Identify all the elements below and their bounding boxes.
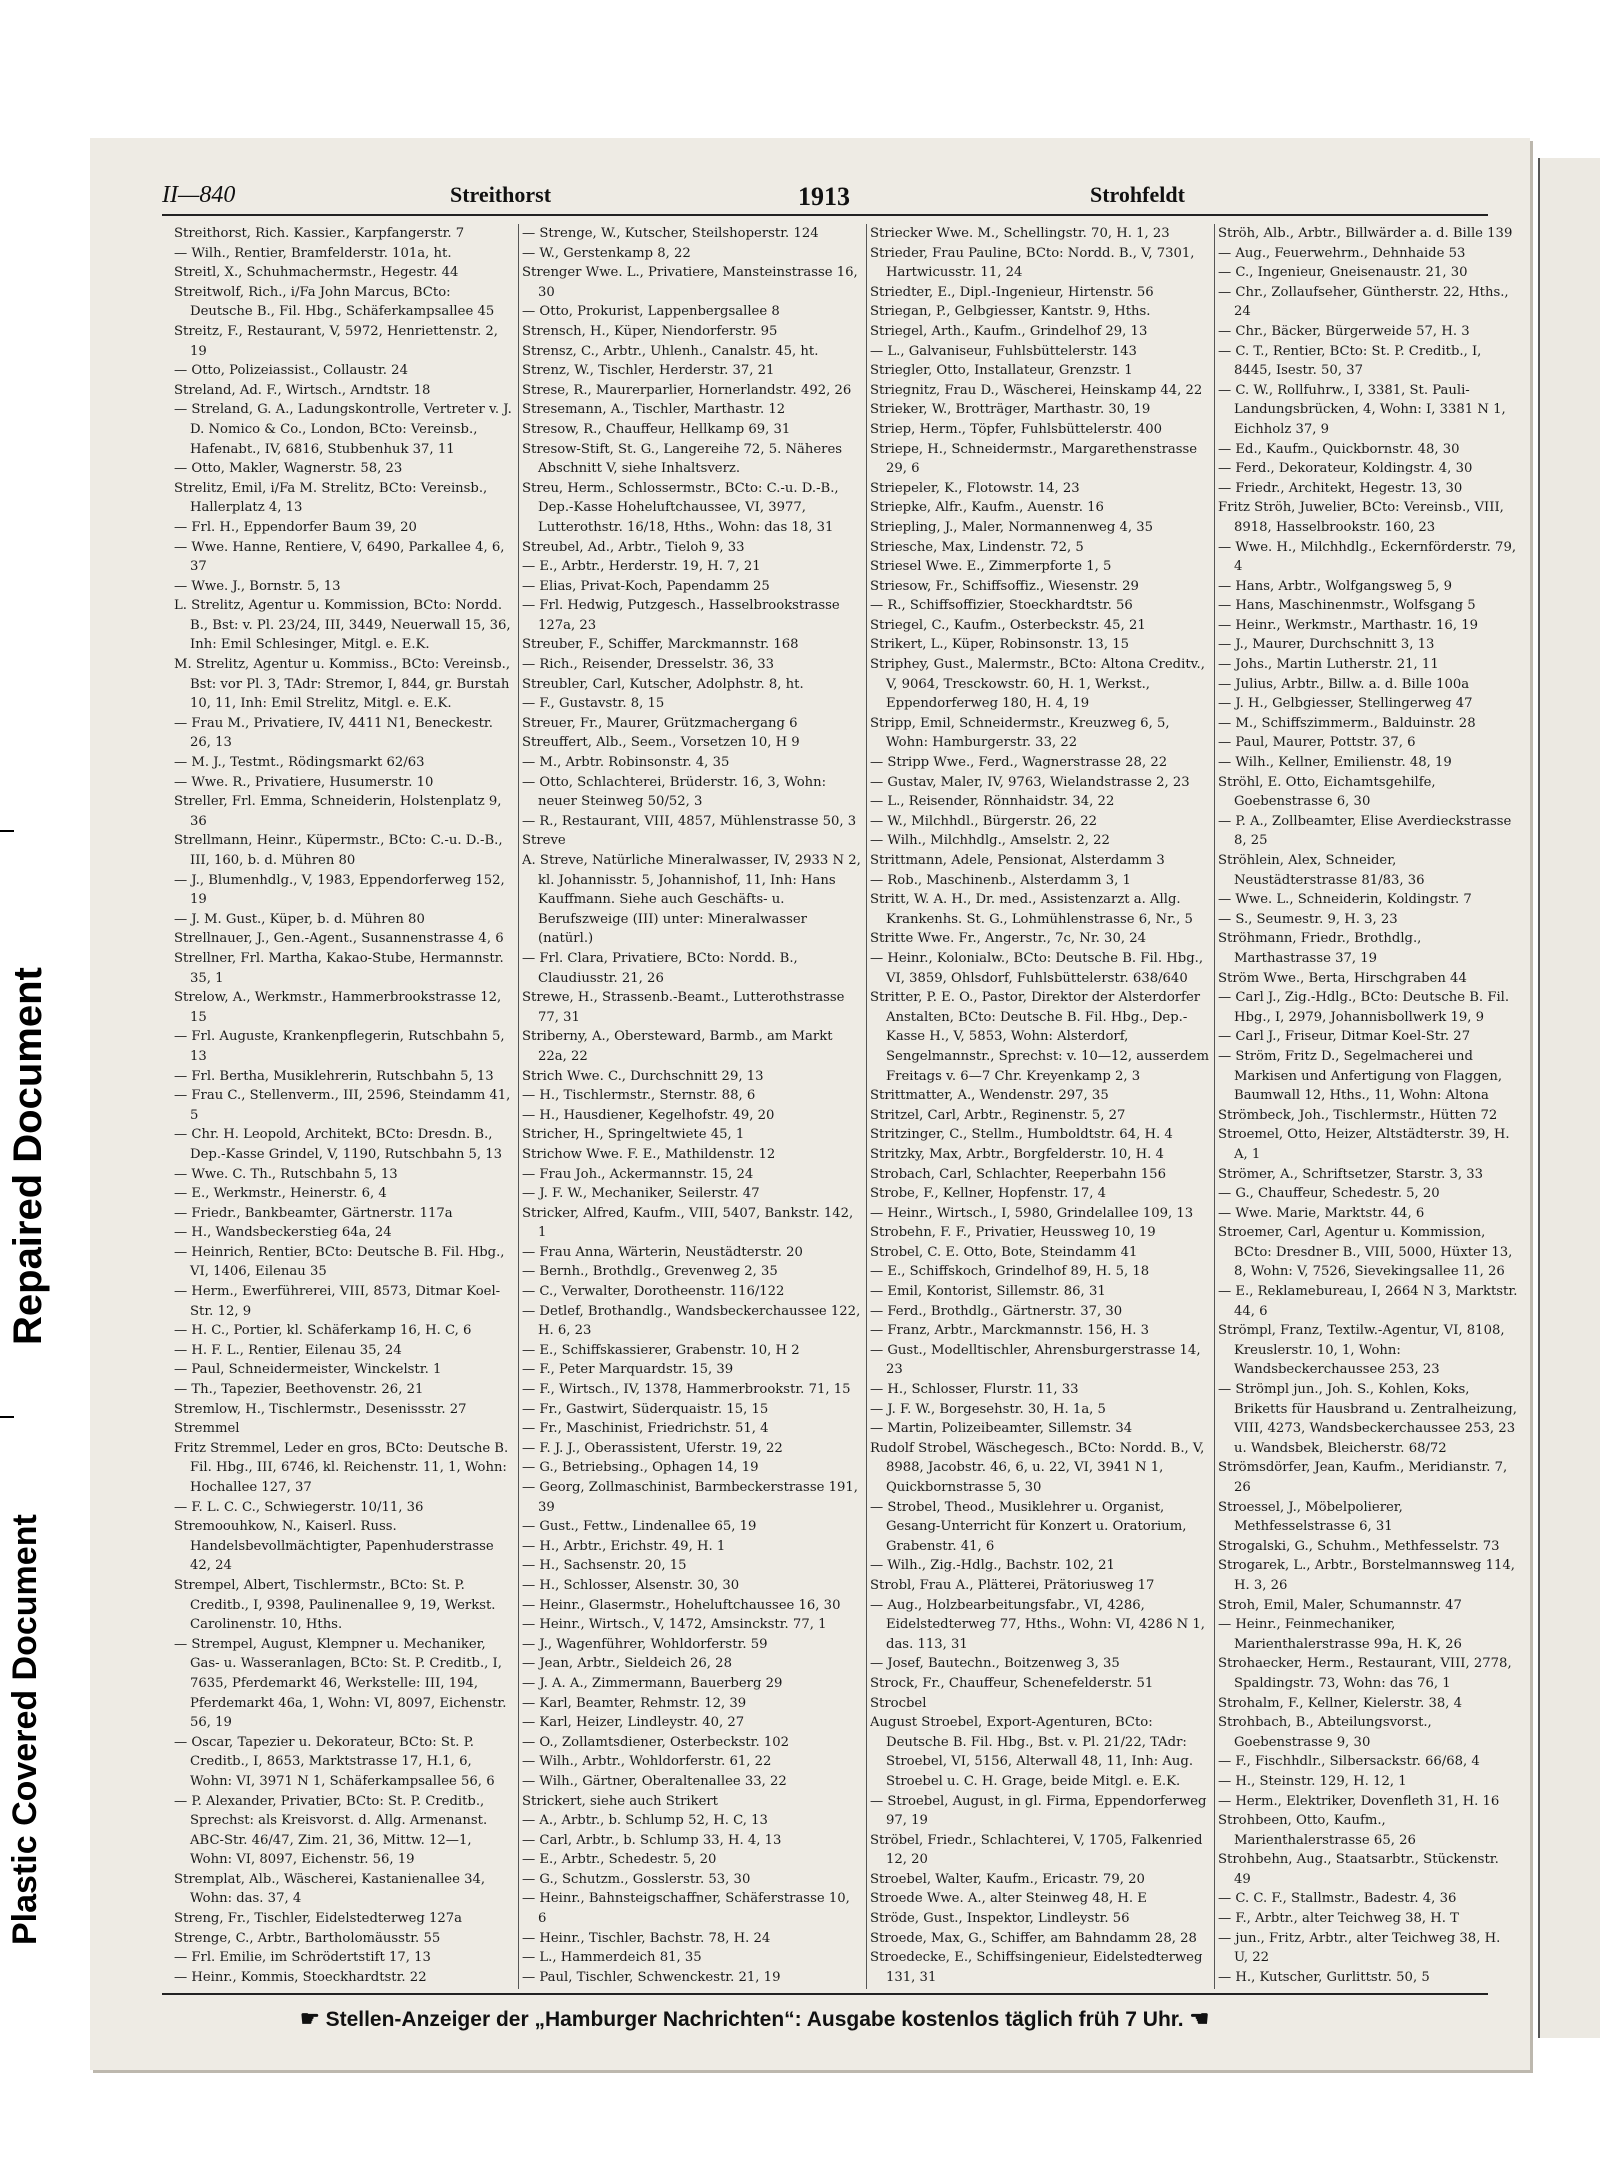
directory-entry: Stritzel, Carl, Arbtr., Reginenstr. 5, 27 bbox=[870, 1107, 1126, 1123]
directory-entry: — P. A., Zollbeamter, Elise Averdieckstrasse 8, 25 bbox=[1218, 813, 1512, 849]
directory-entry: — Friedr., Architekt, Hegestr. 13, 30 bbox=[1218, 480, 1463, 496]
directory-entry: — Carl, Arbtr., b. Schlump 33, H. 4, 13 bbox=[522, 1832, 782, 1848]
directory-entry: — Karl, Beamter, Rehmstr. 12, 39 bbox=[522, 1695, 747, 1711]
directory-entry: — Strömpl jun., Joh. S., Kohlen, Koks, Briketts für Hausbrand u. Zentralheizung, VIII, 4273, Wandsbeckerchaussee 253, 23 u. Wandsbek, Bleicherstr. 68/72 bbox=[1218, 1382, 1517, 1456]
directory-entry: Strenz, W., Tischler, Herderstr. 37, 21 bbox=[522, 363, 775, 379]
directory-entry: — Ström, Fritz D., Segelmacherei und Markisen und Anfertigung von Flaggen, Baumwall 12, Hths., 11, Wohn: Altona bbox=[1218, 1048, 1503, 1104]
directory-entry: — Gust., Modelltischler, Ahrensburgerstrasse 14, 23 bbox=[870, 1342, 1201, 1378]
directory-entry: — Franz, Arbtr., Marckmannstr. 156, H. 3 bbox=[870, 1323, 1150, 1339]
directory-entry: — J. A. A., Zimmermann, Bauerberg 29 bbox=[522, 1675, 783, 1691]
directory-entry: Ströhl, E. Otto, Eichamtsgehilfe, Goebenstrasse 6, 30 bbox=[1218, 774, 1436, 810]
directory-entry: — Ferd., Brothdlg., Gärtnerstr. 37, 30 bbox=[870, 1303, 1123, 1319]
directory-entry: — Strempel, August, Klempner u. Mechaniker, Gas- u. Wasseranlagen, BCto: St. P. Creditb., I, 7635, Pferdemarkt 46, Werkstelle: III, 194, Pferdemarkt 46a, 1, Wohn: VI, 8097, Eichenstr. 56, 19 bbox=[174, 1636, 507, 1731]
directory-entry: Fritz Ströh, Juwelier, BCto: Vereinsb., VIII, 8918, Hasselbrookstr. 160, 23 bbox=[1218, 500, 1504, 535]
directory-entry: — W., Gerstenkamp 8, 22 bbox=[522, 245, 691, 261]
directory-entry: Striep, Herm., Töpfer, Fuhlsbüttelerstr. 400 bbox=[870, 421, 1163, 437]
directory-entry: — Frau C., Stellenverm., III, 2596, Steindamm 41, 5 bbox=[174, 1088, 511, 1123]
directory-entry: — Wilh., Zig.-Hdlg., Bachstr. 102, 21 bbox=[870, 1558, 1115, 1574]
column-divider bbox=[1214, 224, 1215, 1989]
directory-entry: — Wilh., Arbtr., Wohldorferstr. 61, 22 bbox=[522, 1754, 772, 1770]
directory-entry: — Bernh., Brothdlg., Grevenweg 2, 35 bbox=[522, 1264, 778, 1280]
directory-entry: — Oscar, Tapezier u. Dekorateur, BCto: St. P. Creditb., I, 8653, Marktstrasse 17, H.1, 6, Wohn: VI, 3971 N 1, Schäferkampsallee 56, 6 bbox=[174, 1734, 495, 1789]
directory-entry: — H., Schlosser, Alsenstr. 30, 30 bbox=[522, 1577, 740, 1593]
directory-entry: — Paul, Tischler, Schwenckestr. 21, 19 bbox=[522, 1969, 781, 1985]
repaired-document-label: Repaired Document bbox=[6, 967, 50, 1345]
directory-entry: Striepeler, K., Flotowstr. 14, 23 bbox=[870, 480, 1080, 496]
directory-entry: Stroedecke, E., Schiffsingenieur, Eidelstedterweg 131, 31 bbox=[870, 1950, 1203, 1985]
directory-entry: — Stroebel, August, in gl. Firma, Eppendorferweg 97, 19 bbox=[870, 1793, 1207, 1829]
directory-entry: Fritz Stremmel, Leder en gros, BCto: Deutsche B. Fil. Hbg., III, 6746, kl. Reichenstr. 11, 1, Wohn: Hochallee 127, 37 bbox=[174, 1440, 509, 1495]
directory-entry: Strewe, H., Strassenb.-Beamt., Lutterothstrasse 77, 31 bbox=[522, 990, 845, 1025]
directory-entry: — Otto, Prokurist, Lappenbergsallee 8 bbox=[522, 304, 780, 320]
directory-entry: — C., Ingenieur, Gneisenaustr. 21, 30 bbox=[1218, 265, 1468, 281]
directory-entry: — Detlef, Brothandlg., Wandsbeckerchaussee 122, H. 6, 23 bbox=[522, 1303, 861, 1339]
directory-entry: Striberny, A., Obersteward, Barmb., am Markt 22a, 22 bbox=[522, 1029, 833, 1064]
directory-page bbox=[90, 138, 1530, 2070]
directory-entry: — C. C. F., Stallmstr., Badestr. 4, 36 bbox=[1218, 1891, 1457, 1907]
directory-entry: Streve bbox=[522, 833, 566, 849]
directory-entry: — Heinr., Wirtsch., V, 1472, Amsinckstr. 77, 1 bbox=[522, 1617, 827, 1633]
plastic-covered-document-label: Plastic Covered Document bbox=[6, 1514, 44, 1945]
directory-entry: — Paul, Maurer, Pottstr. 37, 6 bbox=[1218, 735, 1416, 751]
directory-entry: — L., Galvaniseur, Fuhlsbüttelerstr. 143 bbox=[870, 343, 1137, 359]
directory-entry: — Johs., Martin Lutherstr. 21, 11 bbox=[1218, 657, 1439, 673]
directory-entry: — J., Maurer, Durchschnitt 3, 13 bbox=[1218, 637, 1435, 653]
directory-entry: Streithorst, Rich. Kassier., Karpfangerstr. 7 bbox=[174, 226, 465, 241]
directory-entry: Strohaecker, Herm., Restaurant, VIII, 2778, Spaldingstr. 73, Wohn: das 76, 1 bbox=[1218, 1656, 1512, 1691]
directory-entry bbox=[870, 1987, 1210, 1989]
directory-entry: Stritzky, Max, Arbtr., Borgfelderstr. 10, H. 4 bbox=[870, 1146, 1164, 1162]
directory-entry: M. Strelitz, Agentur u. Kommiss., BCto: Vereinsb., Bst: vor Pl. 3, TAdr: Stremor, I, 844, gr. Burstah 10, 11, Inh: Emil Strelitz, Mitgl. e. E.K. bbox=[174, 657, 511, 712]
column-2 bbox=[522, 224, 862, 1989]
directory-entry: — F., Gustavstr. 8, 15 bbox=[522, 696, 665, 712]
directory-entry: — Otto, Makler, Wagnerstr. 58, 23 bbox=[174, 461, 403, 477]
directory-entry: — H., Arbtr., Erichstr. 49, H. 1 bbox=[522, 1538, 726, 1554]
directory-entry: — Frl. Auguste, Krankenpflegerin, Rutschbahn 5, 13 bbox=[174, 1029, 505, 1064]
directory-entry: Striesow, Fr., Schiffsoffiz., Wiesenstr. 29 bbox=[870, 578, 1139, 594]
directory-entry: Ströde, Gust., Inspektor, Lindleystr. 56 bbox=[870, 1911, 1130, 1927]
directory-entry: — Wwe. R., Privatiere, Husumerstr. 10 bbox=[174, 774, 434, 790]
directory-entry: — Aug., Feuerwehrm., Dehnhaide 53 bbox=[1218, 245, 1466, 261]
directory-entry: — Heinr., Wirtsch., I, 5980, Grindelallee 109, 13 bbox=[870, 1205, 1194, 1221]
column-3 bbox=[870, 224, 1210, 1989]
column-1 bbox=[174, 224, 514, 1989]
directory-entry: Strömsdörfer, Jean, Kaufm., Meridianstr. 7, 26 bbox=[1218, 1460, 1508, 1495]
directory-entry: Stremoouhkow, N., Kaiserl. Russ. Handelsbevollmächtigter, Papenhuderstrasse 42, 24 bbox=[174, 1519, 494, 1574]
directory-entry: — Ed., Kaufm., Quickbornstr. 48, 30 bbox=[1218, 441, 1460, 457]
directory-entry: — F., Peter Marquardstr. 15, 39 bbox=[522, 1362, 734, 1378]
directory-entry: — C. T., Rentier, BCto: St. P. Creditb., I, 8445, Isestr. 50, 37 bbox=[1218, 343, 1482, 379]
directory-entry: — J., Wagenführer, Wohldorferstr. 59 bbox=[522, 1636, 768, 1652]
directory-entry: — J. F. W., Borgesehstr. 30, H. 1a, 5 bbox=[870, 1401, 1106, 1417]
directory-entry: — F., Fischhdlr., Silbersackstr. 66/68, 4 bbox=[1218, 1754, 1480, 1770]
directory-entry: — H., Schlosser, Flurstr. 11, 33 bbox=[870, 1382, 1079, 1398]
directory-entry: — Herm., Ewerführerei, VIII, 8573, Ditmar Koel-Str. 12, 9 bbox=[174, 1284, 501, 1319]
page-number: II—840 bbox=[162, 182, 236, 208]
directory-entry: — Frl. Emilie, im Schrödertstift 17, 13 bbox=[174, 1950, 431, 1966]
directory-entry: — E., Arbtr., Herderstr. 19, H. 7, 21 bbox=[522, 559, 761, 575]
directory-entry: Strogarek, L., Arbtr., Borstelmannsweg 114, H. 3, 26 bbox=[1218, 1558, 1515, 1593]
directory-entry: Strese, R., Maurerparlier, Hornerlandstr. 492, 26 bbox=[522, 382, 852, 398]
directory-entry: — Heinrich, Rentier, BCto: Deutsche B. Fil. Hbg., VI, 1406, Eilenau 35 bbox=[174, 1244, 505, 1280]
column-divider bbox=[866, 224, 867, 1989]
directory-entry: Streng, Fr., Tischler, Eidelstedterweg 127a bbox=[174, 1911, 463, 1927]
directory-entry: Strensz, C., Arbtr., Uhlenh., Canalstr. 45, ht. bbox=[522, 343, 819, 359]
directory-entry: — E., Reklamebureau, I, 2664 N 3, Marktstr. 44, 6 bbox=[1218, 1284, 1518, 1319]
directory-entry: Stremlow, H., Tischlermstr., Desenissstr. 27 bbox=[174, 1401, 467, 1417]
header-last-entry: Strohfeldt bbox=[1090, 182, 1185, 207]
directory-entry: — F. J. J., Oberassistent, Uferstr. 19, 22 bbox=[522, 1440, 783, 1456]
directory-entry: — Paul, Schneidermeister, Winckelstr. 1 bbox=[174, 1362, 442, 1378]
directory-entry: — Strenge, W., Kutscher, Steilshoperstr. 124 bbox=[522, 226, 819, 241]
directory-entry: Strellnauer, J., Gen.-Agent., Susannenstrasse 4, 6 bbox=[174, 931, 504, 947]
directory-entry: — H., Tischlermstr., Sternstr. 88, 6 bbox=[522, 1088, 756, 1104]
directory-entry: — H., Sachsenstr. 20, 15 bbox=[522, 1558, 687, 1574]
directory-entry: — Frl. Hedwig, Putzgesch., Hasselbrookstrasse 127a, 23 bbox=[522, 598, 840, 633]
directory-entry: Strobach, Carl, Schlachter, Reeperbahn 156 bbox=[870, 1166, 1166, 1182]
directory-entry: Stresow, R., Chauffeur, Hellkamp 69, 31 bbox=[522, 421, 791, 437]
directory-entry: — Stripp Wwe., Ferd., Wagnerstrasse 28, 22 bbox=[870, 755, 1168, 771]
directory-entry: — C., Verwalter, Dorotheenstr. 116/122 bbox=[522, 1284, 785, 1300]
directory-entry: — J., Blumenhdlg., V, 1983, Eppendorferweg 152, 19 bbox=[174, 872, 505, 908]
directory-entry: Strobehn, F. F., Privatier, Heussweg 10, 19 bbox=[870, 1225, 1156, 1241]
directory-entry: — H. C., Portier, kl. Schäferkamp 16, H. C, 6 bbox=[174, 1323, 472, 1339]
directory-entry: — Fr., Gastwirt, Süderquaistr. 15, 15 bbox=[522, 1401, 769, 1417]
directory-entry: — H., Wandsbeckerstieg 64a, 24 bbox=[174, 1225, 392, 1241]
directory-entry: — Georg, Zollmaschinist, Barmbeckerstrasse 191, 39 bbox=[522, 1480, 858, 1515]
column-4 bbox=[1218, 224, 1518, 1989]
directory-entry: — Strobel, Theod., Musiklehrer u. Organist, Gesang-Unterricht für Konzert u. Oratorium, Grabenstr. 41, 6 bbox=[870, 1499, 1187, 1554]
directory-entry: Stroede Wwe. A., alter Steinweg 48, H. E bbox=[870, 1891, 1147, 1907]
directory-entry: — E., Schiffskoch, Grindelhof 89, H. 5, 18 bbox=[870, 1264, 1150, 1280]
directory-entry: — Wwe. L., Schneiderin, Koldingstr. 7 bbox=[1218, 892, 1472, 908]
directory-entry: — C. W., Rollfuhrw., I, 3381, St. Pauli-Landungsbrücken, 4, Wohn: I, 3381 N 1, Eichholz 37, 9 bbox=[1218, 382, 1506, 437]
directory-entry: — Frl. Clara, Privatiere, BCto: Nordd. B., Claudiusstr. 21, 26 bbox=[522, 950, 798, 986]
directory-entry: Striedter, E., Dipl.-Ingenieur, Hirtenstr. 56 bbox=[870, 284, 1154, 300]
directory-entry: Strobl, Frau A., Plätterei, Prätoriusweg 17 bbox=[870, 1577, 1155, 1593]
directory-entry: — Frau M., Privatiere, IV, 4411 N1, Beneckestr. 26, 13 bbox=[174, 715, 493, 751]
directory-entry: — O., Zollamtsdiener, Osterbeckstr. 102 bbox=[522, 1734, 790, 1750]
directory-entry: Strempel, Albert, Tischlermstr., BCto: St. P. Creditb., I, 9398, Paulinenallee 9, 19, Werkst. Carolinenstr. 10, Hths. bbox=[174, 1577, 496, 1633]
header-year: 1913 bbox=[798, 182, 850, 211]
directory-entry: Ströbel, Friedr., Schlachterei, V, 1705, Falkenried 12, 20 bbox=[870, 1832, 1203, 1868]
directory-entry: Rudolf Strobel, Wäschegesch., BCto: Nordd. B., V, 8988, Jacobstr. 46, 6, u. 22, VI, 3941 N 1, Quickbornstrasse 5, 30 bbox=[870, 1440, 1205, 1495]
directory-entry: — F. L. C. C., Schwiegerstr. 10/11, 36 bbox=[174, 1499, 424, 1515]
directory-entry: Streuer, Fr., Maurer, Grützmachergang 6 bbox=[522, 715, 798, 731]
header-rule bbox=[162, 214, 1488, 216]
directory-entry: — Wwe. C. Th., Rutschbahn 5, 13 bbox=[174, 1166, 398, 1182]
directory-entry: Ström Wwe., Berta, Hirschgraben 44 bbox=[1218, 970, 1467, 986]
margin-dash bbox=[0, 1416, 14, 1418]
directory-entry: — H., Kutscher, Gurlittstr. 50, 5 bbox=[1218, 1969, 1430, 1985]
footer-text: Stellen-Anzeiger der „Hamburger Nachrichten“: Ausgabe kostenlos täglich früh 7 Uhr. bbox=[325, 2008, 1184, 2031]
directory-entry: — Emil, Kontorist, Sillemstr. 86, 31 bbox=[870, 1284, 1106, 1300]
directory-entry: — P. Alexander, Privatier, BCto: St. P. Creditb., Sprechst: als Kreisvorst. d. Allg. Armenanst. ABC-Str. 46/47, Zim. 21, 36, Mittw. 12—1, Wohn: VI, 8097, Eichenstr. 56, 19 bbox=[174, 1793, 488, 1868]
directory-entry: Strömpl, Franz, Textilw.-Agentur, VI, 8108, Kreuslerstr. 10, 1, Wohn: Wandsbeckerchaussee 253, 23 bbox=[1218, 1323, 1505, 1378]
directory-entry: — Heinr., Glasermstr., Hoheluftchaussee 16, 30 bbox=[522, 1597, 841, 1613]
directory-entry: Stritt, W. A. H., Dr. med., Assistenzarzt a. Allg. Krankenhs. St. G., Lohmühlenstrasse 6, Nr., 5 bbox=[870, 892, 1193, 927]
directory-entry: — F., Wirtsch., IV, 1378, Hammerbrookstr. 71, 15 bbox=[522, 1382, 851, 1398]
header-first-entry: Streithorst bbox=[450, 182, 552, 207]
footer-banner bbox=[300, 2006, 1209, 2032]
directory-entry: Striegnitz, Frau D., Wäscherei, Heinskamp 44, 22 bbox=[870, 382, 1203, 398]
directory-entry: Streland, Ad. F., Wirtsch., Arndtstr. 18 bbox=[174, 382, 431, 398]
directory-entry: Strittmann, Adele, Pensionat, Alsterdamm 3 bbox=[870, 853, 1165, 868]
directory-entry: Strobe, F., Kellner, Hopfenstr. 17, 4 bbox=[870, 1186, 1107, 1202]
directory-entry: Stremplat, Alb., Wäscherei, Kastanienallee 34, Wohn: das. 37, 4 bbox=[174, 1871, 486, 1907]
directory-entry: Strömbeck, Joh., Tischlermstr., Hütten 72 bbox=[1218, 1107, 1498, 1123]
directory-entry: Streu, Herm., Schlossermstr., BCto: C.-u. D.-B., Dep.-Kasse Hoheluftchaussee, VI, 3977, Lutterothstr. 16/18, Hths., Wohn: das 18, 31 bbox=[522, 480, 839, 535]
directory-entry: L. Strelitz, Agentur u. Kommission, BCto: Nordd. B., Bst: v. Pl. 23/24, III, 3449, Neuerwall 15, 36, Inh: Emil Schlesinger, Mitgl. e. E.K. bbox=[174, 598, 511, 653]
directory-entry: Strock, Fr., Chauffeur, Schenefelderstr. 51 bbox=[870, 1675, 1154, 1691]
directory-entry: Strittmatter, A., Wendenstr. 297, 35 bbox=[870, 1088, 1109, 1104]
directory-entry: — Aug., Holzbearbeitungsfabr., VI, 4286, Eidelstedterweg 77, Hths., Wohn: VI, 4286 N 1, das. 113, 31 bbox=[870, 1597, 1205, 1652]
directory-entry: Streitwolf, Rich., i/Fa John Marcus, BCto: Deutsche B., Fil. Hbg., Schäferkampsallee 45 bbox=[174, 284, 495, 320]
directory-entry: Striegan, P., Gelbgiesser, Kantstr. 9, Hths. bbox=[870, 304, 1151, 320]
directory-entry: — Josef, Bautechn., Boitzenweg 3, 35 bbox=[870, 1656, 1120, 1672]
directory-entry: Streubel, Ad., Arbtr., Tieloh 9, 33 bbox=[522, 539, 745, 555]
margin-dash bbox=[0, 830, 14, 832]
directory-entry: — W., Milchhdl., Bürgerstr. 26, 22 bbox=[870, 813, 1098, 829]
directory-entry: — Wwe. H., Milchhdlg., Eckernförderstr. 79, 4 bbox=[1218, 539, 1517, 575]
directory-entry: Stroemer, Carl, Agentur u. Kommission, BCto: Dresdner B., VIII, 5000, Hüxter 13, 8, Wohn: V, 7526, Sievekingsallee 11, 26 bbox=[1218, 1225, 1513, 1280]
directory-entry: Streitl, X., Schuhmachermstr., Hegestr. 44 bbox=[174, 265, 459, 281]
column-divider bbox=[518, 224, 519, 1989]
directory-entry: Stroessel, J., Möbelpolierer, Methfesselstrasse 6, 31 bbox=[1218, 1499, 1403, 1535]
directory-entry: Stroede, Max, G., Schiffer, am Bahndamm 28, 28 bbox=[870, 1930, 1197, 1946]
directory-entry: Strömer, A., Schriftsetzer, Starstr. 3, 33 bbox=[1218, 1166, 1484, 1182]
directory-entry: — Wwe. Marie, Marktstr. 44, 6 bbox=[1218, 1205, 1425, 1221]
directory-entry: Striesel Wwe. E., Zimmerpforte 1, 5 bbox=[870, 559, 1112, 575]
directory-entry: Strohbehn, Aug., Staatsarbtr., Stückenstr. 49 bbox=[1218, 1852, 1499, 1887]
directory-entry: — Otto, Schlachterei, Brüderstr. 16, 3, Wohn: neuer Steinweg 50/52, 3 bbox=[522, 774, 827, 810]
directory-entry: Stripp, Emil, Schneidermstr., Kreuzweg 6, 5, Wohn: Hamburgerstr. 33, 22 bbox=[870, 715, 1170, 751]
directory-entry: — Jean, Arbtr., Sieldeich 26, 28 bbox=[522, 1656, 732, 1672]
directory-entry: — Fr., Maschinist, Friedrichstr. 51, 4 bbox=[522, 1421, 769, 1437]
directory-entry: Stremmel bbox=[174, 1421, 240, 1437]
directory-entry: Stricker, Alfred, Kaufm., VIII, 5407, Bankstr. 142, 1 bbox=[522, 1205, 854, 1241]
directory-entry: — Wilh., Rentier, Bramfelderstr. 101a, ht. bbox=[174, 245, 452, 261]
directory-entry: Ströhmann, Friedr., Brothdlg., Marthastrasse 37, 19 bbox=[1218, 931, 1422, 966]
directory-entry: Strelow, A., Werkmstr., Hammerbrookstrasse 12, 15 bbox=[174, 990, 502, 1025]
directory-entry: Stresemann, A., Tischler, Marthastr. 12 bbox=[522, 402, 786, 418]
directory-entry: — Rob., Maschinenb., Alsterdamm 3, 1 bbox=[870, 872, 1131, 888]
directory-entry: Stroebel, Walter, Kaufm., Ericastr. 79, 20 bbox=[870, 1871, 1145, 1887]
directory-entry: — Heinr., Feinmechaniker, Marienthalerstrasse 99a, H. K, 26 bbox=[1218, 1617, 1462, 1652]
directory-entry: Ströhlein, Alex, Schneider, Neustädterstrasse 81/83, 36 bbox=[1218, 853, 1425, 888]
directory-entry: — Hans, Maschinenmstr., Wolfsgang 5 bbox=[1218, 598, 1476, 614]
directory-entry: — J. F. W., Mechaniker, Seilerstr. 47 bbox=[522, 1186, 760, 1202]
directory-entry bbox=[174, 1987, 514, 1989]
directory-entry: — E., Werkmstr., Heinerstr. 6, 4 bbox=[174, 1186, 387, 1202]
directory-entry: Streller, Frl. Emma, Schneiderin, Holstenplatz 9, 36 bbox=[174, 794, 502, 829]
directory-entry: Strenge, C., Arbtr., Bartholomäusstr. 55 bbox=[174, 1930, 441, 1946]
directory-entry: Strickert, siehe auch Strikert bbox=[522, 1793, 718, 1809]
directory-entry: — Carl J., Zig.-Hdlg., BCto: Deutsche B. Fil. Hbg., I, 2979, Johannisbollwerk 19, 9 bbox=[1218, 990, 1510, 1025]
directory-entry: Strieder, Frau Pauline, BCto: Nordd. B., V, 7301, Hartwicusstr. 11, 24 bbox=[870, 245, 1195, 281]
directory-entry: — Gustav, Maler, IV, 9763, Wielandstrasse 2, 23 bbox=[870, 774, 1190, 790]
directory-entry: Streuber, F., Schiffer, Marckmannstr. 168 bbox=[522, 637, 799, 653]
directory-entry: — Hans, Arbtr., Wolfgangsweg 5, 9 bbox=[1218, 578, 1452, 594]
directory-entry: Strikert, L., Küper, Robinsonstr. 13, 15 bbox=[870, 637, 1129, 653]
directory-entry: — Wwe. J., Bornstr. 5, 13 bbox=[174, 578, 341, 594]
directory-entry: Striepling, J., Maler, Normannenweg 4, 35 bbox=[870, 519, 1154, 535]
directory-entry: Strocbel bbox=[870, 1695, 927, 1711]
directory-entry: Strohbach, B., Abteilungsvorst., Goebenstrasse 9, 30 bbox=[1218, 1715, 1432, 1750]
directory-entry: — Otto, Polizeiassist., Collaustr. 24 bbox=[174, 363, 408, 379]
directory-entry: Strohbeen, Otto, Kaufm., Marienthalerstrasse 65, 26 bbox=[1218, 1813, 1416, 1848]
directory-entry: — Frl. Bertha, Musiklehrerin, Rutschbahn 5, 13 bbox=[174, 1068, 494, 1084]
directory-entry: — M., Arbtr. Robinsonstr. 4, 35 bbox=[522, 755, 730, 771]
directory-entry: Striegler, Otto, Installateur, Grenzstr. 1 bbox=[870, 363, 1133, 379]
directory-entry: — Wwe. Hanne, Rentiere, V, 6490, Parkallee 4, 6, 37 bbox=[174, 539, 505, 575]
directory-entry: A. Streve, Natürliche Mineralwasser, IV, 2933 N 2, kl. Johannisstr. 5, Johannishof, 11, Inh: Hans Kauffmann. Siehe auch Geschäfts- u. Berufszweige (III) unter: Mineralwasser (natürl.) bbox=[522, 853, 861, 947]
directory-entry: — Ferd., Dekorateur, Koldingstr. 4, 30 bbox=[1218, 461, 1473, 477]
directory-entry: — Wilh., Kellner, Emilienstr. 48, 19 bbox=[1218, 755, 1452, 771]
pointing-hand-icon: ☚ bbox=[1189, 2006, 1210, 2031]
directory-entry: — Elias, Privat-Koch, Papendamm 25 bbox=[522, 578, 770, 594]
directory-entry bbox=[522, 1987, 862, 1989]
directory-entry: Strogalski, G., Schuhm., Methfesselstr. 73 bbox=[1218, 1538, 1500, 1554]
directory-entry: — G., Betriebsing., Ophagen 14, 19 bbox=[522, 1460, 759, 1476]
directory-entry bbox=[1218, 1987, 1518, 1989]
directory-entry: — M. J., Testmt., Rödingsmarkt 62/63 bbox=[174, 755, 425, 771]
directory-entry: — Chr. H. Leopold, Architekt, BCto: Dresdn. B., Dep.-Kasse Grindel, V, 1190, Rutschbahn 5, 13 bbox=[174, 1127, 503, 1162]
directory-entry: — E., Schiffskassierer, Grabenstr. 10, H 2 bbox=[522, 1342, 800, 1358]
directory-entry: Stroh, Emil, Maler, Schumannstr. 47 bbox=[1218, 1597, 1462, 1613]
directory-entry: Strieker, W., Brotträger, Marthastr. 30, 19 bbox=[870, 402, 1151, 418]
directory-entry: — L., Reisender, Rönnhaidstr. 34, 22 bbox=[870, 794, 1115, 810]
directory-entry: — H., Steinstr. 129, H. 12, 1 bbox=[1218, 1773, 1407, 1789]
directory-entry: Streitz, F., Restaurant, V, 5972, Henriettenstr. 2, 19 bbox=[174, 323, 498, 359]
directory-entry: — Chr., Bäcker, Bürgerweide 57, H. 3 bbox=[1218, 323, 1470, 339]
directory-entry: Strobel, C. E. Otto, Bote, Steindamm 41 bbox=[870, 1244, 1138, 1260]
directory-entry: Strelitz, Emil, i/Fa M. Strelitz, BCto: Vereinsb., Hallerplatz 4, 13 bbox=[174, 480, 488, 516]
pointing-hand-icon: ☛ bbox=[300, 2006, 320, 2031]
directory-entry: Stricher, H., Springeltwiete 45, 1 bbox=[522, 1127, 745, 1143]
directory-entry: — Herm., Elektriker, Dovenfleth 31, H. 16 bbox=[1218, 1793, 1500, 1809]
directory-entry: — F., Arbtr., alter Teichweg 38, H. T bbox=[1218, 1911, 1459, 1927]
directory-entry: Strenger Wwe. L., Privatiere, Mansteinstrasse 16, 30 bbox=[522, 265, 858, 300]
directory-entry: — Frau Anna, Wärterin, Neustädterstr. 20 bbox=[522, 1244, 803, 1260]
directory-entry: Striepe, H., Schneidermstr., Margarethenstrasse 29, 6 bbox=[870, 441, 1198, 477]
directory-entry: — Wilh., Milchhdlg., Amselstr. 2, 22 bbox=[870, 833, 1110, 849]
directory-entry: Strichow Wwe. F. E., Mathildenstr. 12 bbox=[522, 1146, 776, 1162]
directory-entry: — Heinr., Bahnsteigschaffner, Schäferstrasse 10, 6 bbox=[522, 1891, 850, 1927]
directory-entry: August Stroebel, Export-Agenturen, BCto: Deutsche B. Fil. Hbg., Bst. v. Pl. 21/22, TAdr: Stroebel, VI, 5156, Alterwall 48, 11, Inh: Aug. Stroebel u. C. H. Grage, beide Mitgl. e. E.K. bbox=[870, 1715, 1194, 1789]
directory-entry: Striesche, Max, Lindenstr. 72, 5 bbox=[870, 539, 1084, 555]
directory-entry: — Carl J., Friseur, Ditmar Koel-Str. 27 bbox=[1218, 1029, 1471, 1045]
directory-entry: — Karl, Heizer, Lindleystr. 40, 27 bbox=[522, 1715, 745, 1731]
directory-entry: — Heinr., Tischler, Bachstr. 78, H. 24 bbox=[522, 1930, 771, 1946]
directory-entry: — M., Schiffszimmerm., Balduinstr. 28 bbox=[1218, 715, 1476, 731]
directory-entry: — Chr., Zollaufseher, Güntherstr. 22, Hths., 24 bbox=[1218, 284, 1509, 320]
footer-rule bbox=[162, 1993, 1488, 1995]
directory-entry: — Heinr., Werkmstr., Marthastr. 16, 19 bbox=[1218, 617, 1478, 633]
directory-entry: — Heinr., Kommis, Stoeckhardtstr. 22 bbox=[174, 1969, 427, 1985]
directory-entry: — Frl. H., Eppendorfer Baum 39, 20 bbox=[174, 519, 417, 535]
directory-entry: — Julius, Arbtr., Billw. a. d. Bille 100a bbox=[1218, 676, 1470, 692]
directory-entry: Striegel, C., Kaufm., Osterbeckstr. 45, 21 bbox=[870, 617, 1146, 633]
directory-entry: Streubler, Carl, Kutscher, Adolphstr. 8, ht. bbox=[522, 676, 804, 692]
directory-entry: — J. M. Gust., Küper, b. d. Mühren 80 bbox=[174, 911, 425, 927]
directory-entry: — G., Chauffeur, Schedestr. 5, 20 bbox=[1218, 1186, 1440, 1202]
directory-entry: — J. H., Gelbgiesser, Stellingerweg 47 bbox=[1218, 696, 1473, 712]
directory-entry: — R., Restaurant, VIII, 4857, Mühlenstrasse 50, 3 bbox=[522, 813, 857, 829]
directory-entry: Streuffert, Alb., Seem., Vorsetzen 10, H 9 bbox=[522, 735, 800, 751]
directory-entry: Stresow-Stift, St. G., Langereihe 72, 5. Näheres Abschnitt V, siehe Inhaltsverz. bbox=[522, 441, 843, 477]
directory-entry: Strich Wwe. C., Durchschnitt 29, 13 bbox=[522, 1068, 764, 1084]
directory-entry: Ströh, Alb., Arbtr., Billwärder a. d. Bille 139 bbox=[1218, 226, 1513, 241]
directory-entry: — Wilh., Gärtner, Oberaltenallee 33, 22 bbox=[522, 1773, 787, 1789]
directory-entry: Strensch, H., Küper, Niendorferstr. 95 bbox=[522, 323, 778, 339]
directory-entry: Striepke, Alfr., Kaufm., Auenstr. 16 bbox=[870, 500, 1104, 516]
directory-entry: — H. F. L., Rentier, Eilenau 35, 24 bbox=[174, 1342, 402, 1358]
directory-entry: — L., Hammerdeich 81, 35 bbox=[522, 1950, 702, 1966]
directory-entry: Stritte Wwe. Fr., Angerstr., 7c, Nr. 30, 24 bbox=[870, 931, 1147, 947]
directory-entry: — Heinr., Kolonialw., BCto: Deutsche B. Fil. Hbg., VI, 3859, Ohlsdorf, Fuhlsbüttelerstr. 638/640 bbox=[870, 950, 1204, 986]
directory-entry: — S., Seumestr. 9, H. 3, 23 bbox=[1218, 911, 1398, 927]
directory-entry: — Gust., Fettw., Lindenallee 65, 19 bbox=[522, 1519, 757, 1535]
directory-entry: — Th., Tapezier, Beethovenstr. 26, 21 bbox=[174, 1382, 424, 1398]
directory-entry: — Frau Joh., Ackermannstr. 15, 24 bbox=[522, 1166, 754, 1182]
directory-entry: — H., Hausdiener, Kegelhofstr. 49, 20 bbox=[522, 1107, 775, 1123]
directory-entry: Striegel, Arth., Kaufm., Grindelhof 29, 13 bbox=[870, 323, 1148, 339]
directory-entry: — jun., Fritz, Arbtr., alter Teichweg 38, H. U, 22 bbox=[1218, 1930, 1501, 1966]
directory-entry: Strellmann, Heinr., Küpermstr., BCto: C.-u. D.-B., III, 160, b. d. Mühren 80 bbox=[174, 833, 503, 868]
directory-entry: Strohalm, F., Kellner, Kielerstr. 38, 4 bbox=[1218, 1695, 1463, 1711]
directory-entry: — G., Schutzm., Gosslerstr. 53, 30 bbox=[522, 1871, 751, 1887]
directory-entry: Striecker Wwe. M., Schellingstr. 70, H. 1, 23 bbox=[870, 226, 1170, 241]
directory-entry: Stritter, P. E. O., Pastor, Direktor der Alsterdorfer Anstalten, BCto: Deutsche B. Fil. Hbg., Dep.-Kasse H., V, 5853, Wohn: Alsterdorf, Sengelmannstr., Sprechst: v. 10—12, ausserdem Freitags v. 6—7 Chr. Kreyenkamp 2, 3 bbox=[870, 990, 1209, 1084]
directory-entry: — Martin, Polizeibeamter, Sillemstr. 34 bbox=[870, 1421, 1133, 1437]
directory-entry: — E., Arbtr., Schedestr. 5, 20 bbox=[522, 1852, 717, 1868]
directory-entry: — R., Schiffsoffizier, Stoeckhardtstr. 56 bbox=[870, 598, 1133, 614]
directory-entry: — Rich., Reisender, Dresselstr. 36, 33 bbox=[522, 657, 774, 673]
directory-entry: Striphey, Gust., Malermstr., BCto: Altona Creditv., V, 9064, Tresckowstr. 60, H. 1, Werkst., Eppendorferweg 180, H. 4, 19 bbox=[870, 657, 1205, 712]
directory-entry: — Streland, G. A., Ladungskontrolle, Vertreter v. J. D. Nomico & Co., London, BCto: Vereinsb., Hafenabt., IV, 6816, Stubbenhuk 37, 11 bbox=[174, 402, 512, 457]
directory-entry: Stritzinger, C., Stellm., Humboldtstr. 64, H. 4 bbox=[870, 1127, 1173, 1143]
directory-entry: — A., Arbtr., b. Schlump 52, H. C, 13 bbox=[522, 1813, 768, 1829]
directory-entry: — Friedr., Bankbeamter, Gärtnerstr. 117a bbox=[174, 1205, 453, 1221]
directory-entry: Stroemel, Otto, Heizer, Altstädterstr. 39, H. A, 1 bbox=[1218, 1127, 1510, 1162]
directory-entry: Strellner, Frl. Martha, Kakao-Stube, Hermannstr. 35, 1 bbox=[174, 950, 504, 986]
